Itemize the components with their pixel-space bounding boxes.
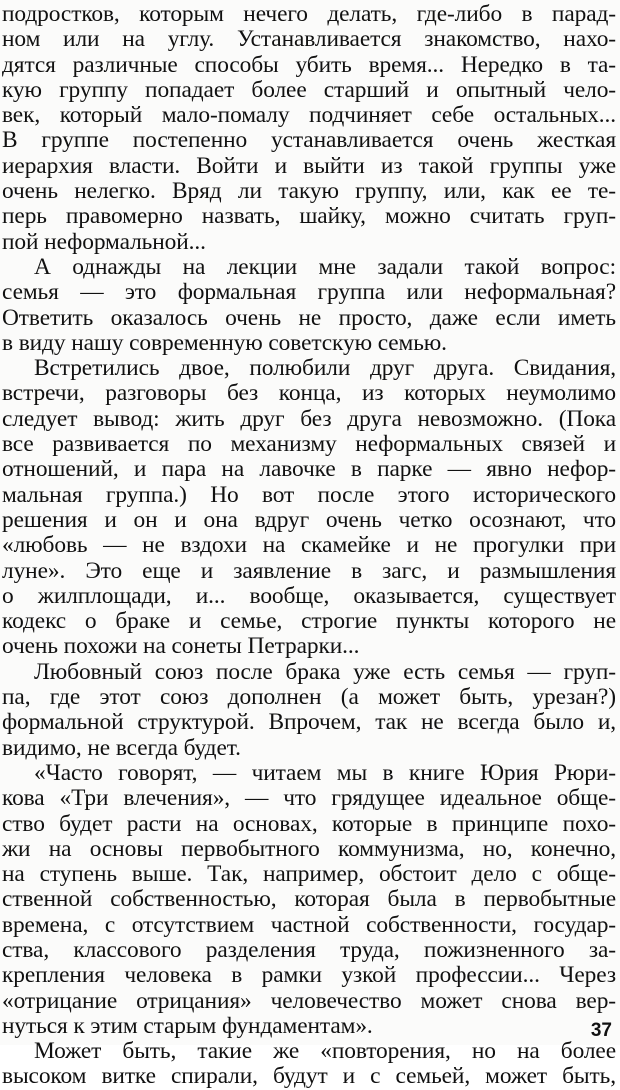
- text-line: все развивается по механизму неформальных связей и: [2, 432, 616, 458]
- paragraph: [2, 660, 616, 761]
- body-text: [2, 2, 616, 1090]
- text-line: формальной структурой. Впрочем, так не всегда было и,: [2, 710, 616, 736]
- text-line: дятся различные способы убить время... Нередко в та-: [2, 52, 616, 78]
- text-line: ственной собственностью, которая была в первобытные: [2, 887, 616, 913]
- text-line: на ступень выше. Так, например, обстоит дело с обще-: [2, 862, 616, 888]
- paragraph: [2, 2, 616, 255]
- text-line: высоком витке спирали, будут и с семьей, может быть,: [2, 1064, 616, 1090]
- text-line: мальная группа.) Но вот после этого исторического: [2, 482, 616, 508]
- text-line: семья — это формальная группа или неформальная?: [2, 280, 616, 306]
- paragraph: [2, 761, 616, 1039]
- text-line: подростков, которым нечего делать, где-либо в парад-: [2, 2, 616, 27]
- text-line: ном или на углу. Устанавливается знакомство, нахо-: [2, 27, 616, 53]
- text-line: видимо, не всегда будет.: [2, 735, 241, 761]
- text-line: В группе постепенно устанавливается очень жесткая: [2, 128, 616, 154]
- text-line: «Часто говорят, — читаем мы в книге Юрия Рюри-: [34, 760, 616, 786]
- text-line: о жилплощади, и... вообще, оказывается, существует: [2, 583, 616, 609]
- text-line: следует вывод: жить друг без друга невозможно. (Пока: [2, 406, 616, 432]
- text-line: решения и он и она вдруг очень четко осознают, что: [2, 507, 616, 533]
- text-line: «любовь — не вздохи на скамейке и не прогулки при: [2, 533, 616, 559]
- text-line: очень похожи на сонеты Петрарки...: [2, 634, 360, 660]
- text-line: «отрицание отрицания» человечество может снова вер-: [2, 988, 616, 1014]
- text-line: перь правомерно назвать, шайку, можно считать груп-: [2, 204, 616, 230]
- text-line: па, где этот союз дополнен (а может быть, урезан?): [2, 685, 616, 711]
- paragraph: [2, 255, 616, 356]
- text-line: очень нелегко. Вряд ли такую группу, или, как ее те-: [2, 179, 616, 205]
- text-line: пой неформальной...: [2, 229, 206, 255]
- text-line: кова «Три влечения», — что грядущее идеальное обще-: [2, 786, 616, 812]
- text-line: ства, классового разделения труда, пожизненного за-: [2, 937, 616, 963]
- text-line: Встретились двое, полюбили друг друга. Свидания,: [34, 356, 616, 382]
- text-line: кую группу попадает более старший и опытный чело-: [2, 77, 616, 103]
- text-line: иерархия власти. Войти и выйти из такой группы уже: [2, 153, 616, 179]
- text-line: А однажды на лекции мне задали такой вопрос:: [34, 254, 616, 280]
- text-line: в виду нашу современную советскую семью.: [2, 330, 447, 356]
- text-line: Может быть, такие же «повторения, но на более: [34, 1039, 616, 1065]
- paragraph: [2, 356, 616, 660]
- text-line: ство будет расти на основах, которые в принципе похо-: [2, 811, 616, 837]
- page-number: 37: [590, 1020, 612, 1041]
- paragraph: [2, 1039, 616, 1090]
- text-line: отношений, и пара на лавочке в парке — явно нефор-: [2, 457, 616, 483]
- text-line: Любовный союз после брака уже есть семья — груп-: [34, 659, 616, 685]
- text-line: времена, с отсутствием частной собственности, государ-: [2, 912, 616, 938]
- text-line: встречи, разговоры без конца, из которых неумолимо: [2, 381, 616, 407]
- text-line: кодекс о браке и семье, строгие пункты которого не: [2, 609, 616, 635]
- text-line: век, который мало-помалу подчиняет себе остальных...: [2, 103, 616, 129]
- text-line: нуться к этим старым фундаментам».: [2, 1013, 373, 1039]
- text-line: жи на основы первобытного коммунизма, но, конечно,: [2, 836, 616, 862]
- text-line: луне». Это еще и заявление в загс, и размышления: [2, 558, 616, 584]
- text-line: крепления человека в рамки узкой профессии... Через: [2, 963, 616, 989]
- text-line: Ответить оказалось очень не просто, даже если иметь: [2, 305, 616, 331]
